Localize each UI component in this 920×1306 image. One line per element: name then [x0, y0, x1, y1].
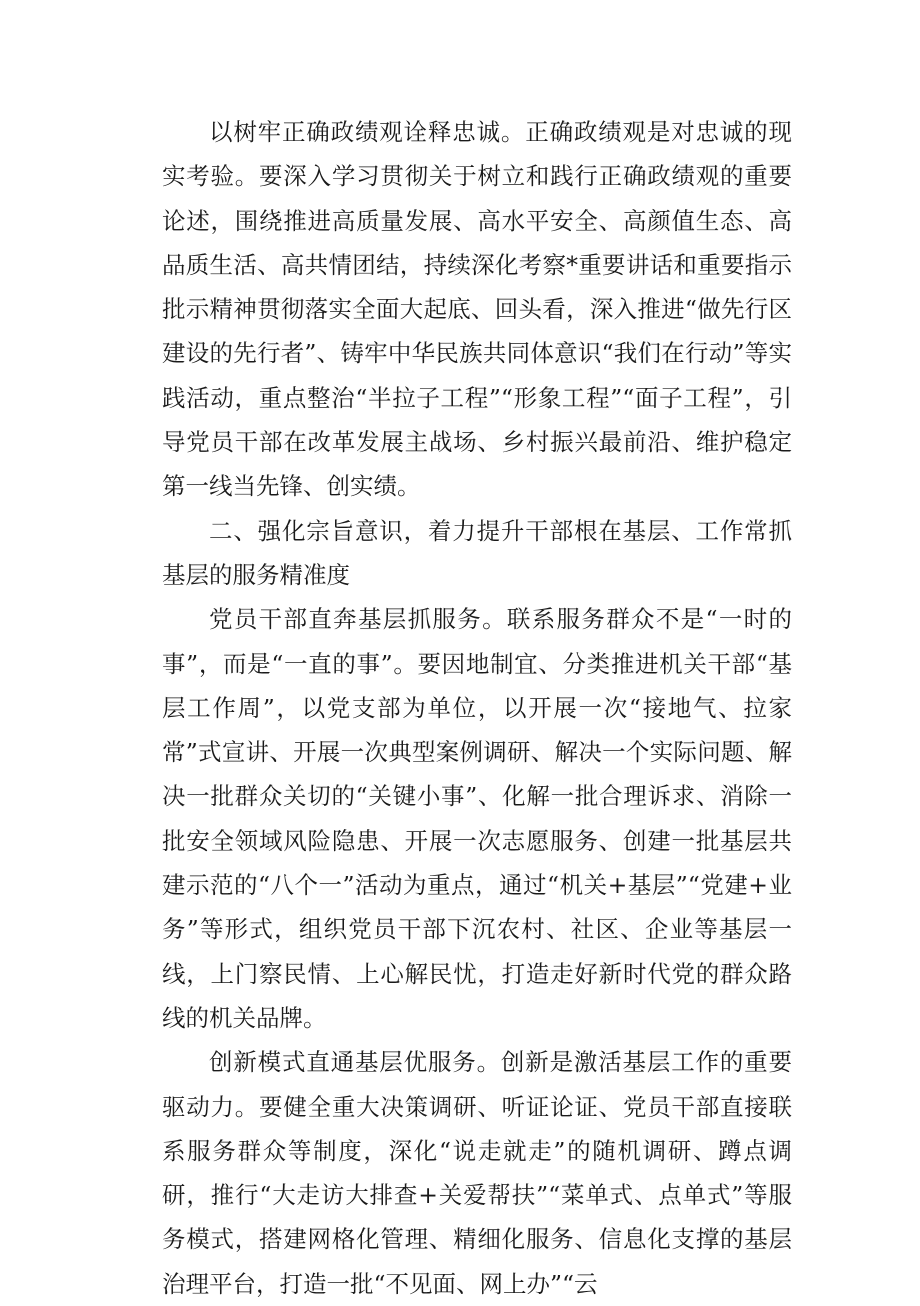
paragraph-innovation-service: 创新模式直通基层优服务。创新是激活基层工作的重要驱动力。要健全重大决策调研、听证论证、党员干部直接联系服务群众等制度，深化“说走就走”的随机调研、蹲点调研，推行“大走访大排查+关爱帮扶”“菜单式、点单式”等服务模式，搭建网格化管理、精细化服务、信息化支撑的基层治理平台，打造一批“不见面、网上办”“云: [162, 1048, 792, 1298]
section-heading-two: 二、强化宗旨意识，着力提升干部根在基层、工作常抓基层的服务精准度: [162, 516, 792, 589]
document-body: [162, 110, 792, 1306]
paragraph-grassroots-service: 党员干部直奔基层抓服务。联系服务群众不是“一时的事”，而是“一直的事”。要因地制宜、分类推进机关干部“基层工作周”，以党支部为单位，以开展一次“接地气、拉家常”式宣讲、开展一次典型案例调研、解决一个实际问题、解决一批群众关切的“关键小事”、化解一批合理诉求、消除一批安全领域风险隐患、开展一次志愿服务、创建一批基层共建示范的“八个一”活动为重点，通过“机关+基层”“党建+业务”等形式，组织党员干部下沉农村、社区、企业等基层一线，上门察民情、上心解民忧，打造走好新时代党的群众路线的机关品牌。: [162, 605, 792, 1032]
paragraph-political-performance: 以树牢正确政绩观诠释忠诚。正确政绩观是对忠诚的现实考验。要深入学习贯彻关于树立和践行正确政绩观的重要论述，围绕推进高质量发展、高水平安全、高颜值生态、高品质生活、高共情团结，持续深化考察*重要讲话和重要指示批示精神贯彻落实全面大起底、回头看，深入推进“做先行区建设的先行者”、铸牢中华民族共同体意识“我们在行动”等实践活动，重点整治“半拉子工程”“形象工程”“面子工程”，引导党员干部在改革发展主战场、乡村振兴最前沿、维护稳定第一线当先锋、创实绩。: [162, 118, 792, 501]
